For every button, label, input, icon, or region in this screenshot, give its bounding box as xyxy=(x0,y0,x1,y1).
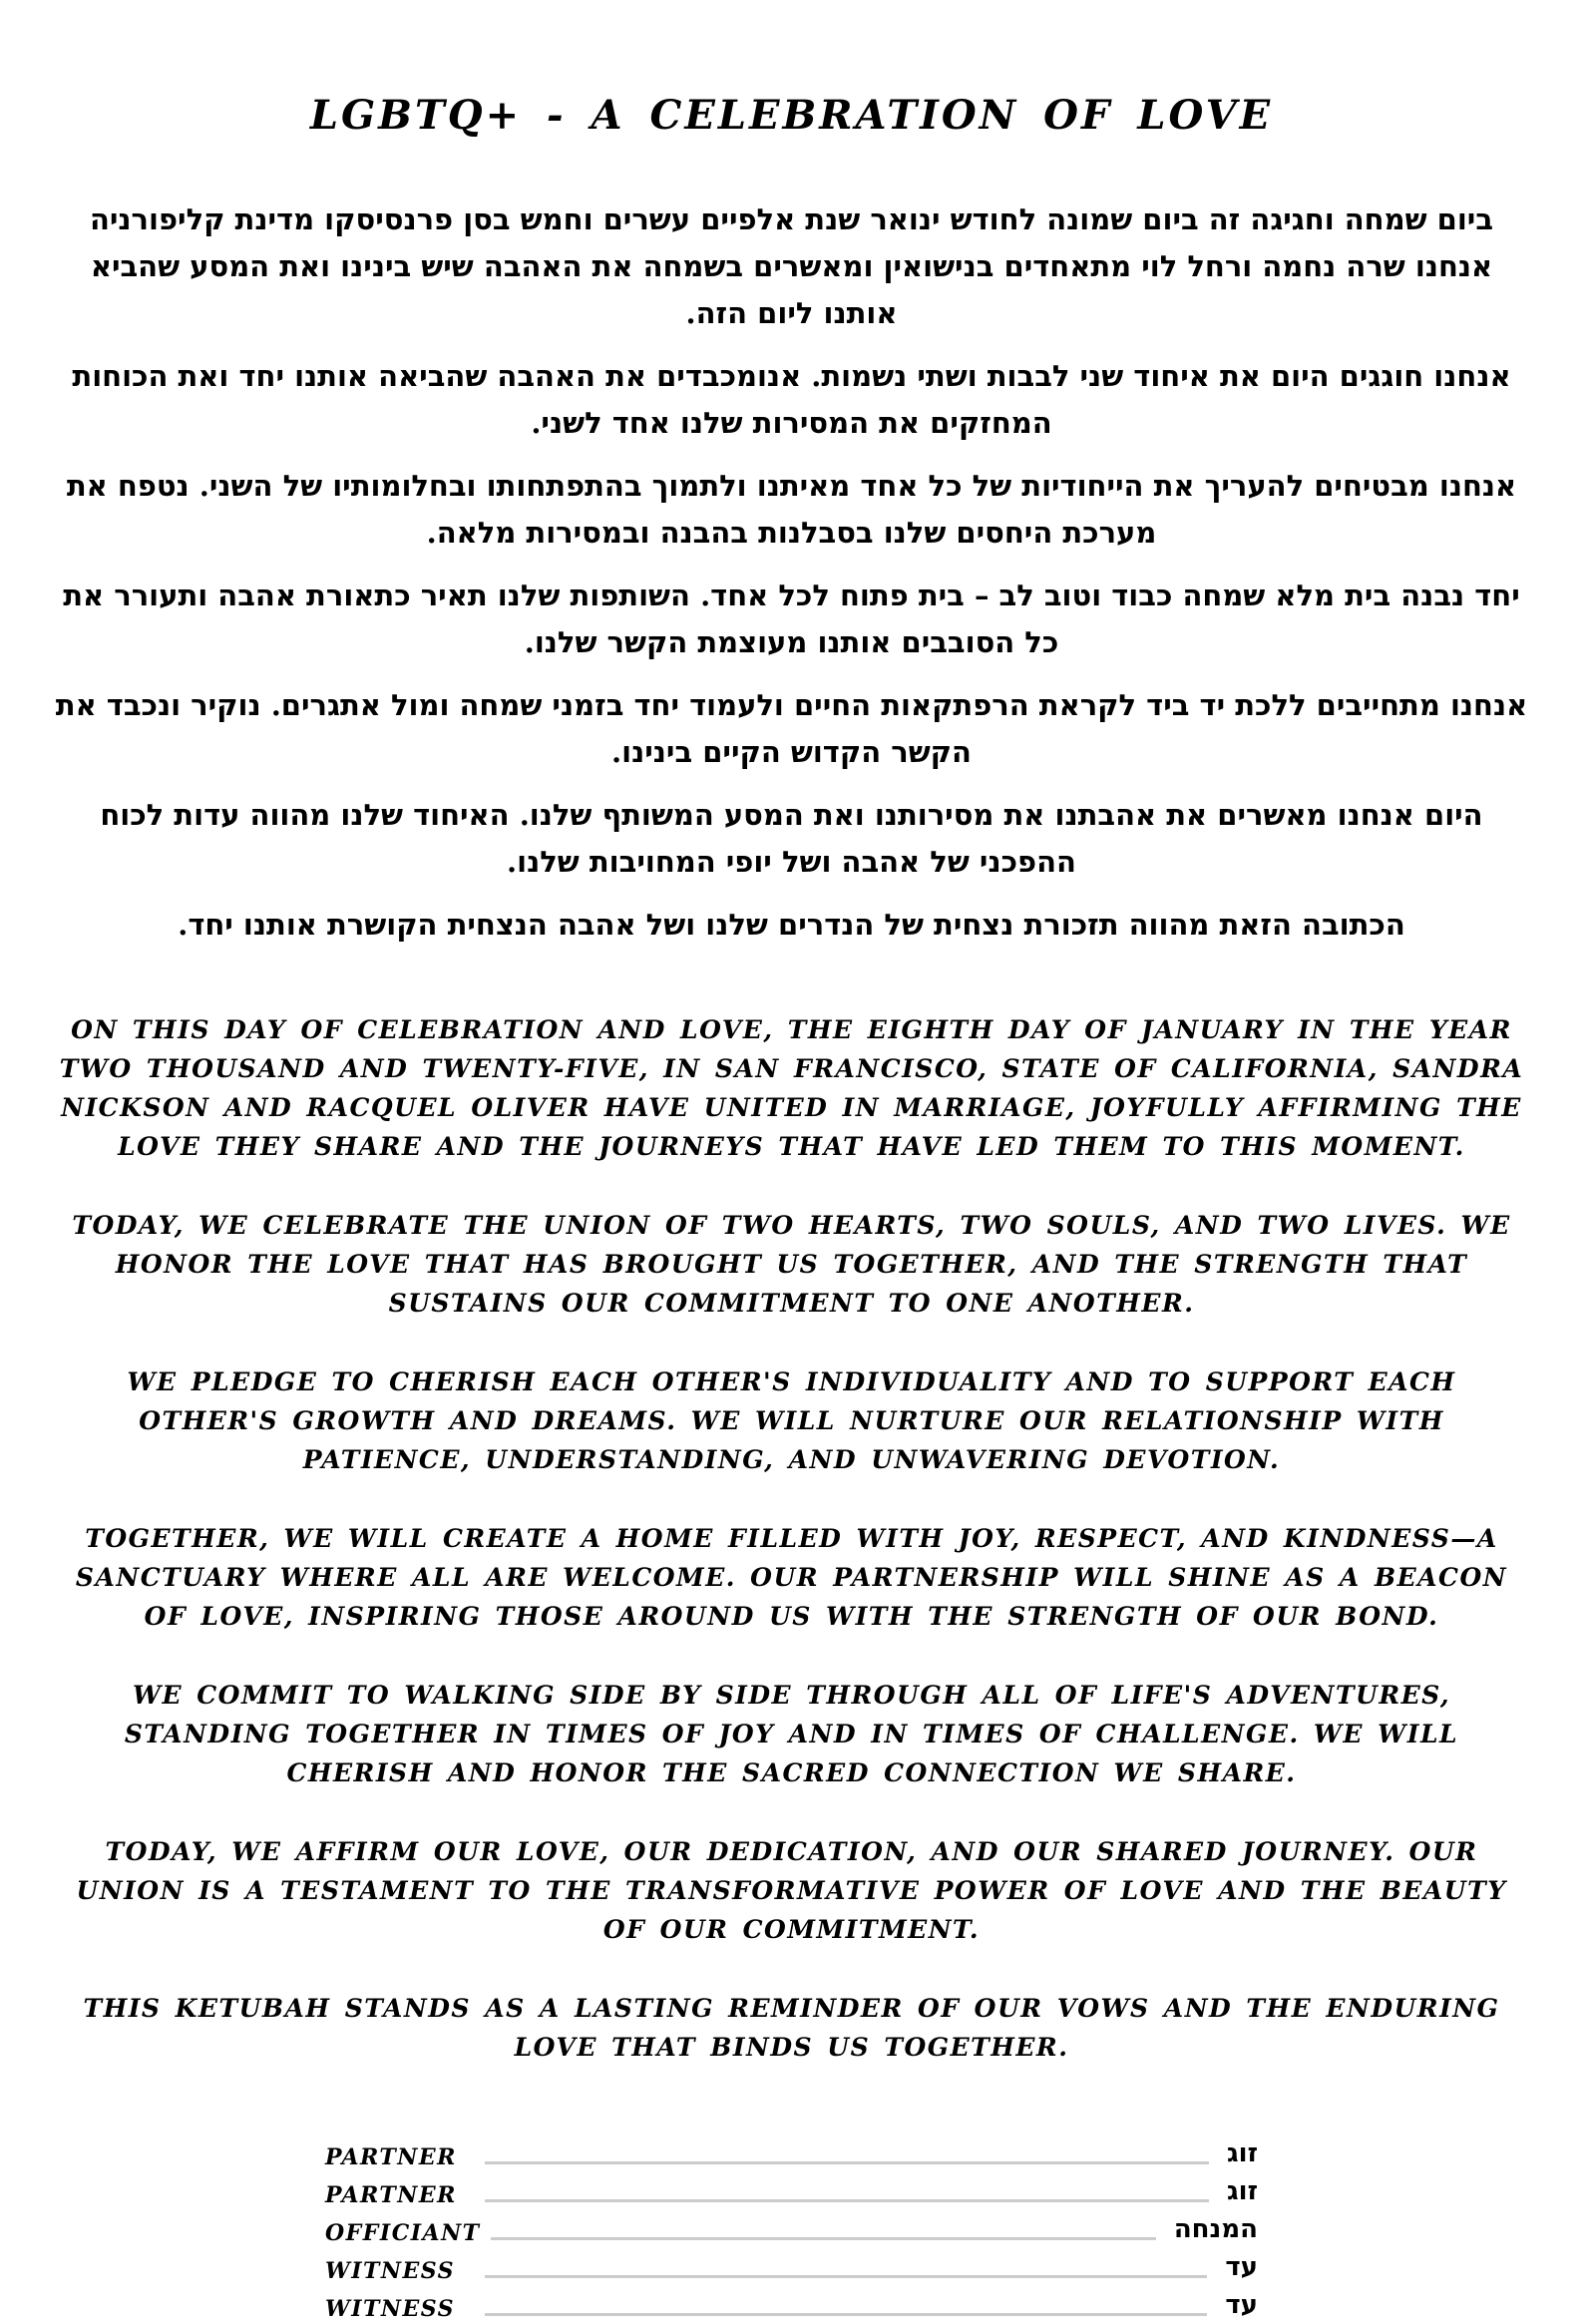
english-paragraph: THIS KETUBAH STANDS AS A LASTING REMINDER OF OUR VOWS AND THE ENDURING LOVE THAT BINDS US TOGETHER. xyxy=(83,1994,1500,2062)
hebrew-paragraph: אנחנו מבטיחים להעריך את הייחודיות של כל אחד מאיתנו ולתמוך בהתפתחותו ובחלומותיו של השני. נטפח את מערכת היחסים שלנו בסבלנות בהבנה ובמסירות מלאה. xyxy=(66,469,1517,550)
hebrew-paragraph: הכתובה הזאת מהווה תזכורת נצחית של הנדרים שלנו ושל אהבה הנצחית הקושרת אותנו יחד. xyxy=(178,908,1405,942)
page-title: LGBTQ+ - A CELEBRATION OF LOVE xyxy=(309,92,1274,139)
signature-label-en: OFFICIANT xyxy=(325,2220,481,2246)
signature-line xyxy=(485,2160,1209,2164)
signature-label-he: עד xyxy=(1225,2252,1258,2282)
signature-row-officiant xyxy=(325,2210,1258,2248)
hebrew-paragraph: אנחנו חוגגים היום את איחוד שני לבבות ושתי נשמות. אנומכבדים את האהבה שהביאה אותנו יחד ואת הכוחות המחזקים את המסירות שלנו אחד לשני. xyxy=(72,359,1511,440)
english-text-section xyxy=(54,1010,1529,2067)
signature-label-en: PARTNER xyxy=(325,2144,457,2170)
english-paragraph: TODAY, WE AFFIRM OUR LOVE, OUR DEDICATION, AND OUR SHARED JOURNEY. OUR UNION IS A TESTAMENT TO THE TRANSFORMATIVE POWER OF LOVE AND THE BEAUTY OF OUR COMMITMENT. xyxy=(76,1837,1507,1944)
english-paragraph: ON THIS DAY OF CELEBRATION AND LOVE, THE EIGHTH DAY OF JANUARY IN THE YEAR TWO THOUSAND AND TWENTY-FIVE, IN SAN FRANCISCO, STATE OF CALIFORNIA, SANDRA NICKSON AND RACQUEL OLIVER HAVE UNITED IN MARRIAGE, JOYFULLY AFFIRMING THE LOVE THEY SHARE AND THE JOURNEYS THAT HAVE LED THEM TO THIS MOMENT. xyxy=(59,1015,1524,1161)
signature-label-en: PARTNER xyxy=(325,2182,457,2208)
signature-label-en: WITNESS xyxy=(325,2296,456,2322)
hebrew-paragraph: היום אנחנו מאשרים את אהבתנו את מסירותנו ואת המסע המשותף שלנו. האיחוד שלנו מהווה עדות לכוח ההפכני של אהבה ושל יופי המחויבות שלנו. xyxy=(100,798,1483,879)
english-paragraph: WE PLEDGE TO CHERISH EACH OTHER'S INDIVIDUALITY AND TO SUPPORT EACH OTHER'S GROWTH AND DREAMS. WE WILL NURTURE OUR RELATIONSHIP WITH PATIENCE, UNDERSTANDING, AND UNWAVERING DEVOTION. xyxy=(127,1367,1456,1474)
signature-label-he: זוג xyxy=(1227,2138,1258,2168)
english-paragraph: WE COMMIT TO WALKING SIDE BY SIDE THROUGH ALL OF LIFE'S ADVENTURES, STANDING TOGETHER IN TIMES OF JOY AND IN TIMES OF CHALLENGE. WE WILL CHERISH AND HONOR THE SACRED CONNECTION WE SHARE. xyxy=(124,1681,1459,1787)
signature-line xyxy=(485,2198,1209,2202)
hebrew-text-section xyxy=(54,196,1529,949)
signature-label-en: WITNESS xyxy=(325,2258,456,2284)
signature-row-partner-1 xyxy=(325,2134,1258,2172)
hebrew-paragraph: ביום שמחה וחגיגה זה ביום שמונה לחודש ינואר שנת אלפיים עשרים וחמש בסן פרנסיסקו מדינת קליפורניה אנחנו שרה נחמה ורחל לוי מתאחדים בנישואין ומאשרים בשמחה את האהבה שיש בינינו ואת המסע שהביא אותנו ליום הזה. xyxy=(89,202,1494,330)
signature-line xyxy=(485,2312,1207,2316)
signature-line xyxy=(491,2236,1156,2240)
signature-block xyxy=(325,2134,1258,2324)
signature-label-he: עד xyxy=(1225,2290,1258,2320)
signature-row-witness-2 xyxy=(325,2286,1258,2324)
signature-line xyxy=(485,2274,1207,2278)
hebrew-paragraph: יחד נבנה בית מלא שמחה כבוד וטוב לב – בית פתוח לכל אחד. השותפות שלנו תאיר כתאורת אהבה ותעורר את כל הסובבים אותנו מעוצמת הקשר שלנו. xyxy=(63,579,1520,659)
signature-label-he: המנחה xyxy=(1173,2214,1258,2244)
english-paragraph: TOGETHER, WE WILL CREATE A HOME FILLED WITH JOY, RESPECT, AND KINDNESS—A SANCTUARY WHERE ALL ARE WELCOME. OUR PARTNERSHIP WILL SHINE AS A BEACON OF LOVE, INSPIRING THOSE AROUND US WITH THE STRENGTH OF OUR BOND. xyxy=(75,1524,1508,1631)
english-paragraph: TODAY, WE CELEBRATE THE UNION OF TWO HEARTS, TWO SOULS, AND TWO LIVES. WE HONOR THE LOVE THAT HAS BROUGHT US TOGETHER, AND THE STRENGTH THAT SUSTAINS OUR COMMITMENT TO ONE ANOTHER. xyxy=(72,1211,1511,1318)
signature-label-he: זוג xyxy=(1227,2176,1258,2206)
signature-row-witness-1 xyxy=(325,2248,1258,2286)
hebrew-paragraph: אנחנו מתחייבים ללכת יד ביד לקראת הרפתקאות החיים ולעמוד יחד בזמני שמחה ומול אתגרים. נוקיר ונכבד את הקשר הקדוש הקיים בינינו. xyxy=(55,688,1528,769)
signature-row-partner-2 xyxy=(325,2172,1258,2210)
